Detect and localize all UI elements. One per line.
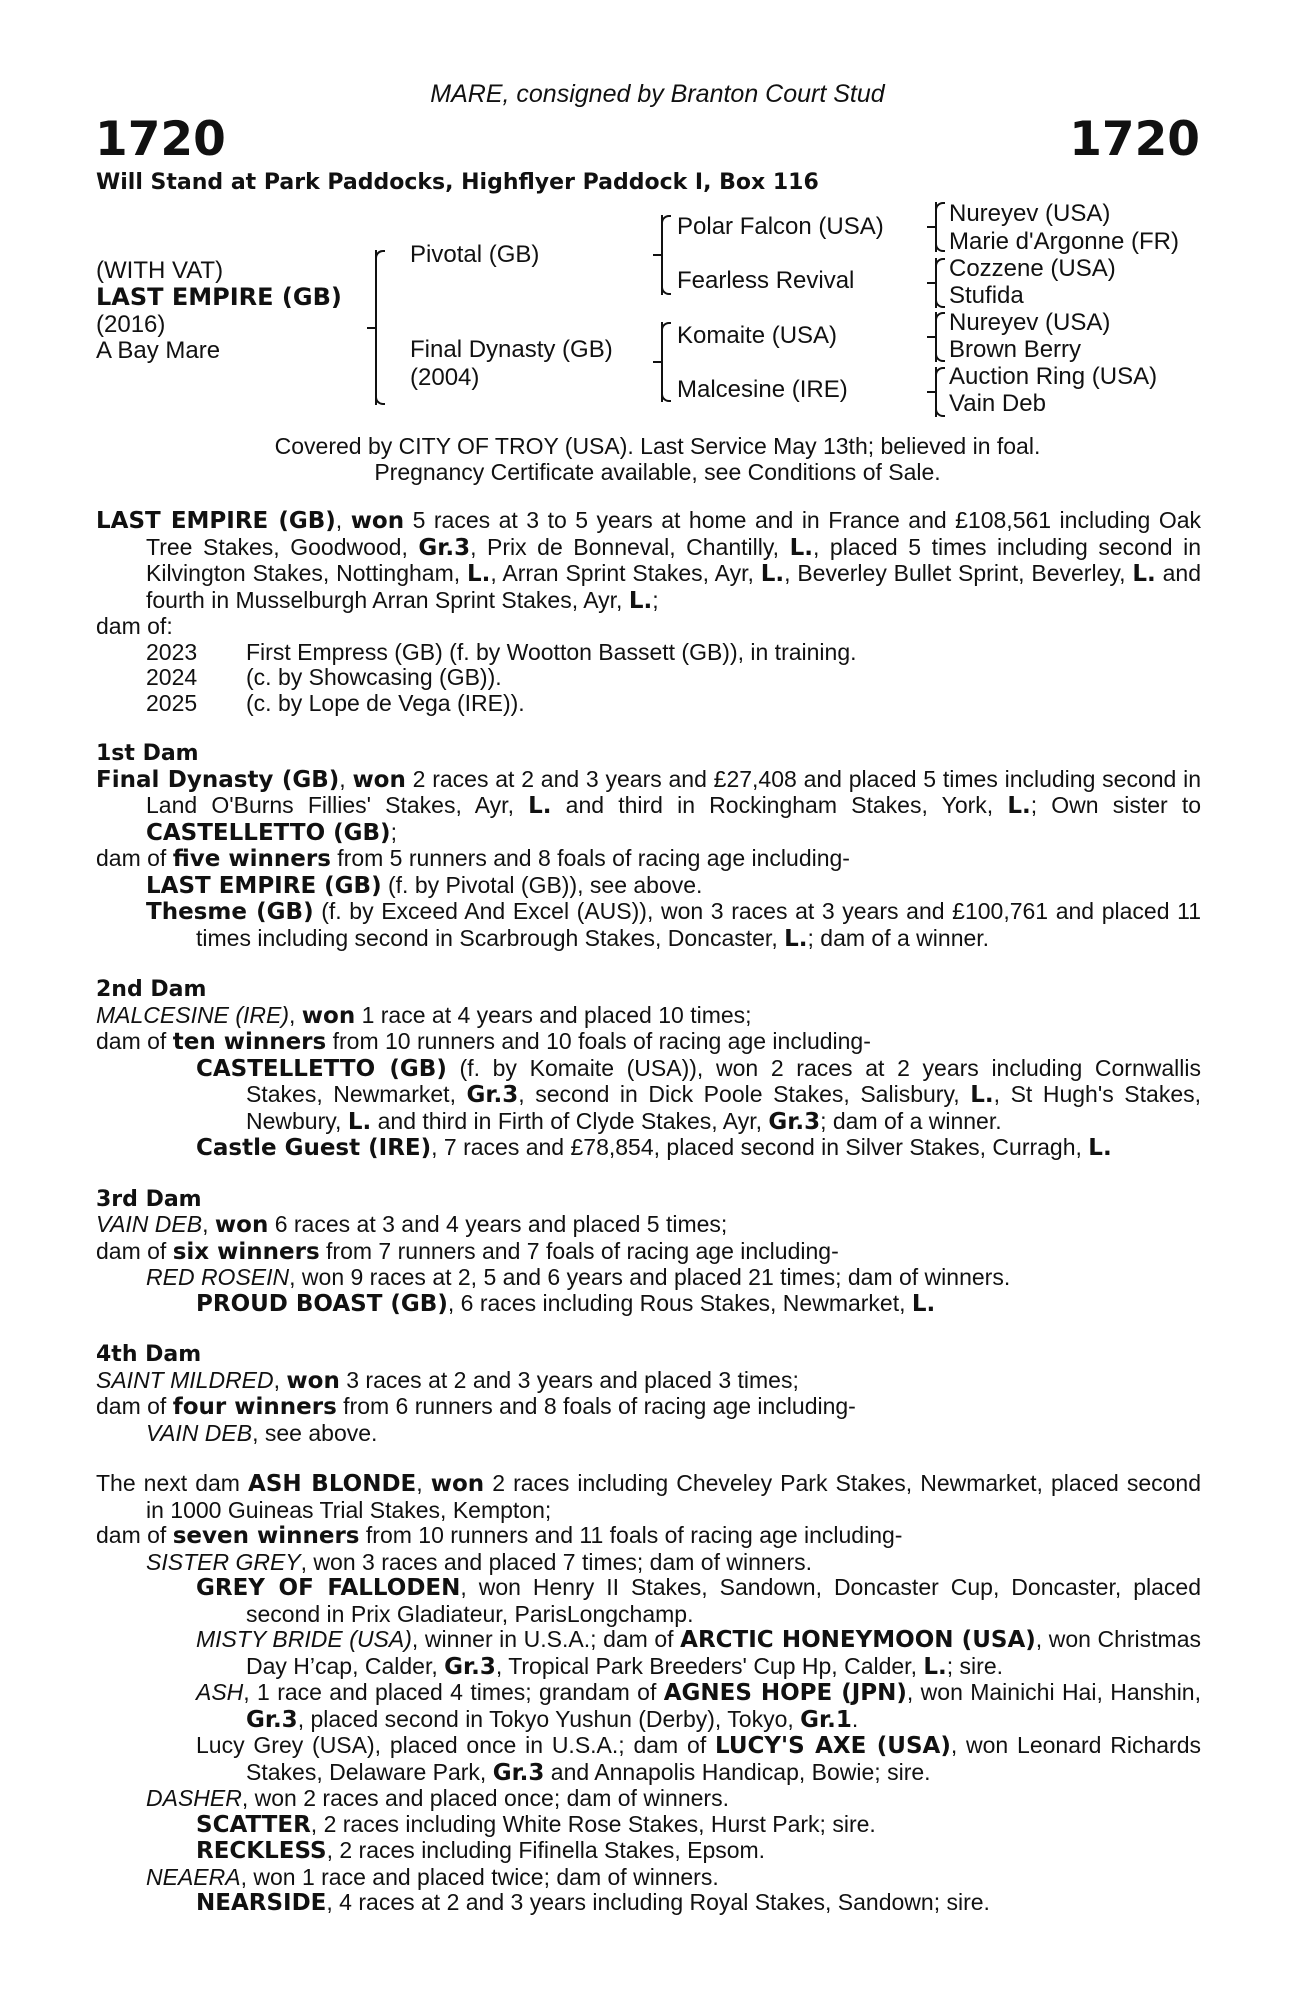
first-dam-heading: 1st Dam xyxy=(96,741,199,766)
text: (f. by Exceed And Excel (AUS)), won 3 races at 3 years and £100,761 and placed 11 times including second in Scarbrough Stakes, Doncaster, xyxy=(196,898,1201,951)
text: 2 races at 2 and 3 years and £27,408 and placed 5 times including second in Land O'Burns Fillies' Stakes, Ayr, xyxy=(146,765,1202,818)
produce-name: Thesme (GB) xyxy=(146,899,314,925)
dam: Final Dynasty (GB) xyxy=(410,336,613,363)
text: ; Own sister to xyxy=(1030,792,1202,818)
text: 6 races at 3 and 4 years and placed 5 times; xyxy=(268,1211,728,1237)
text: , won 9 races at 2, 5 and 6 years and placed 21 times; dam of winners. xyxy=(289,1264,1011,1290)
brace-g1-tip xyxy=(927,226,935,228)
produce-name: CASTELLETTO (GB) xyxy=(196,1055,447,1082)
dam-name: VAIN DEB xyxy=(96,1211,203,1237)
listed: L. xyxy=(1007,793,1031,819)
listed: L. xyxy=(923,1653,947,1680)
grade: Gr.3 xyxy=(492,1759,545,1786)
text: , won Christmas Day H’cap, Calder, xyxy=(246,1626,1201,1679)
text: , St Hugh's Stakes, Newbury, xyxy=(246,1081,1202,1134)
text: from 10 runners and 11 foals of racing age including- xyxy=(359,1522,903,1548)
produce-item xyxy=(96,1265,1201,1291)
dam-of-label: dam of: xyxy=(96,613,173,639)
text: , won 2 races and placed once; dam of winners. xyxy=(241,1785,729,1811)
produce-name: ARCTIC HONEYMOON (USA) xyxy=(680,1627,1036,1653)
grade: Gr.1 xyxy=(800,1706,852,1733)
subject-name: LAST EMPIRE (GB) xyxy=(96,283,342,311)
won-label: won xyxy=(214,1212,269,1238)
covered-line-2: Pregnancy Certificate available, see Conditions of Sale. xyxy=(374,459,941,485)
grade: Gr.3 xyxy=(246,1706,298,1733)
brace-gen1-tip xyxy=(367,327,375,329)
brace-g4 xyxy=(935,367,937,417)
produce-name: Castle Guest (IRE) xyxy=(196,1135,432,1161)
produce-name: LUCY'S AXE (USA) xyxy=(715,1733,951,1759)
dam-sire: Komaite (USA) xyxy=(677,322,838,349)
text: ; dam of a winner. xyxy=(820,1107,1002,1134)
ancestor-3: Cozzene (USA) xyxy=(949,255,1116,282)
brace-g2 xyxy=(935,258,937,308)
listed: L. xyxy=(760,561,785,587)
progeny-row xyxy=(96,640,1201,666)
sister-name: CASTELLETTO (GB) xyxy=(146,819,391,846)
dam-name: MALCESINE (IRE) xyxy=(96,1001,289,1028)
produce-item xyxy=(96,1680,1201,1733)
catalogue-body xyxy=(96,508,1201,1917)
brace-dam-tip xyxy=(653,361,661,363)
produce-item xyxy=(96,1812,1201,1839)
brace-sire-tip xyxy=(653,254,661,256)
produce-name: NEARSIDE xyxy=(196,1890,327,1916)
vat-label: (WITH VAT) xyxy=(96,257,224,284)
listed: L. xyxy=(466,561,491,587)
progeny-year: 2025 xyxy=(146,689,198,716)
produce-name: MISTY BRIDE (USA) xyxy=(196,1626,412,1652)
location-line: Will Stand at Park Paddocks, Highflyer Paddock I, Box 116 xyxy=(96,170,819,195)
listed: L. xyxy=(628,587,653,614)
produce-item xyxy=(96,1890,1201,1917)
text: 5 races at 3 to 5 years at home and in France and £108,561 including Oak Tree Stakes, Goodwood, xyxy=(146,507,1202,560)
text: , placed second in Tokyo Yushun (Derby), Tokyo, xyxy=(297,1705,801,1732)
produce-item xyxy=(96,1733,1201,1786)
dam-name: Final Dynasty (GB) xyxy=(96,766,340,793)
brace-g4-tip xyxy=(927,391,935,393)
text: (f. by Pivotal (GB)), see above. xyxy=(381,871,703,898)
progeny-year: 2024 xyxy=(146,664,198,690)
second-dam-heading: 2nd Dam xyxy=(96,977,207,1002)
listed: L. xyxy=(970,1082,994,1108)
text: 1 race at 4 years and placed 10 times; xyxy=(355,1001,752,1028)
brace-gen1 xyxy=(375,250,377,405)
listed: L. xyxy=(347,1108,372,1135)
second-dam-produce xyxy=(96,1029,1201,1056)
progeny-year: 2023 xyxy=(146,638,198,665)
brace-g3 xyxy=(935,312,937,362)
produce-name: GREY OF FALLODEN xyxy=(196,1575,461,1601)
third-dam-produce xyxy=(96,1239,1201,1266)
grade: Gr.3 xyxy=(418,534,471,561)
winners-count: six winners xyxy=(172,1238,320,1265)
won-label: won xyxy=(352,766,406,793)
text: ; xyxy=(390,818,397,845)
text: , won 1 race and placed twice; dam of winners. xyxy=(240,1863,719,1890)
sire-sire: Polar Falcon (USA) xyxy=(677,213,884,240)
produce-name: RED ROSEIN xyxy=(146,1264,290,1290)
listed: L. xyxy=(784,925,808,952)
text: , 4 races at 2 and 3 years including Royal Stakes, Sandown; sire. xyxy=(326,1889,990,1915)
text: ; dam of a winner. xyxy=(807,924,990,951)
subject-year: (2016) xyxy=(96,311,166,338)
text: , won Leonard Richards Stakes, Delaware Park, xyxy=(246,1732,1201,1785)
produce-name: NEAERA xyxy=(146,1863,241,1890)
produce-item xyxy=(96,1575,1201,1627)
produce-name: DASHER xyxy=(146,1785,242,1811)
produce-item xyxy=(96,873,1201,900)
listed: L. xyxy=(1132,561,1156,587)
text: Lucy Grey (USA), placed once in U.S.A.; dam of xyxy=(196,1732,716,1758)
text: from 10 runners and 10 foals of racing age including- xyxy=(326,1028,871,1054)
subject-record: LAST EMPIRE (GB), won 5 races at 3 to 5 years at home and in France and £108,561 including Oak Tree Stakes, Goodwood, Gr.3, Prix de Bonneval, Chantilly, L., placed 5 times including second in Kilvington Stakes, Nottingham, L., Arran Sprint Stakes, Ayr, L., Beverley Bullet Sprint, Beverley, L. and fourth in Musselburgh Arran Sprint Stakes, Ayr, L.; xyxy=(96,507,1202,614)
won-label: won xyxy=(350,508,405,534)
produce-item xyxy=(96,1421,1201,1447)
produce-name: SISTER GREY xyxy=(146,1548,301,1575)
text: , won 3 races and placed 7 times; dam of winners. xyxy=(300,1548,813,1575)
second-dam-record: MALCESINE (IRE), won 1 race at 4 years and placed 10 times; xyxy=(96,1001,752,1029)
text: , Prix de Bonneval, Chantilly, xyxy=(470,533,790,560)
text: ; xyxy=(652,586,659,613)
progeny-row xyxy=(96,691,1201,717)
progeny-row xyxy=(96,665,1201,691)
ancestor-4: Stufida xyxy=(949,282,1024,309)
ancestor-7: Auction Ring (USA) xyxy=(949,363,1158,390)
dam-name: SAINT MILDRED xyxy=(96,1366,274,1393)
ancestor-1: Nureyev (USA) xyxy=(949,200,1111,227)
text: dam of xyxy=(96,845,173,871)
subject-record-name: LAST EMPIRE (GB) xyxy=(96,508,336,534)
third-dam-heading: 3rd Dam xyxy=(96,1186,202,1212)
consignor-line: MARE, consigned by Branton Court Stud xyxy=(430,80,885,108)
text: dam of xyxy=(96,1522,173,1548)
fourth-dam-produce xyxy=(96,1394,1201,1421)
listed: L. xyxy=(528,793,552,819)
produce-item xyxy=(96,1627,1201,1680)
progeny-text: (c. by Lope de Vega (IRE)). xyxy=(246,689,525,716)
text: , won Henry II Stakes, Sandown, Doncaster Cup, Doncaster, placed second in Prix Gladiateur, ParisLongchamp. xyxy=(246,1574,1202,1627)
won-label: won xyxy=(301,1002,356,1029)
text: dam of xyxy=(96,1028,173,1054)
dam-dam: Malcesine (IRE) xyxy=(677,376,848,403)
subject-description: A Bay Mare xyxy=(96,337,221,364)
brace-g2-tip xyxy=(927,282,935,284)
text: , 2 races including Fifinella Stakes, Epsom. xyxy=(326,1837,766,1863)
first-dam-record: Final Dynasty (GB), won 2 races at 2 and 3 years and £27,408 and placed 5 times including second in Land O'Burns Fillies' Stakes, Ayr, L. and third in Rockingham Stakes, York, L.; Own sister to CASTELLETTO (GB); xyxy=(96,765,1202,846)
fourth-dam-record: SAINT MILDRED, won 3 races at 2 and 3 years and placed 3 times; xyxy=(96,1366,799,1394)
dam-year: (2004) xyxy=(410,364,480,391)
produce-item xyxy=(96,1291,1201,1318)
progeny-text: (c. by Showcasing (GB)). xyxy=(246,664,502,690)
lot-number-left: 1720 xyxy=(95,112,226,167)
first-dam-produce xyxy=(96,846,1201,873)
brace-sire xyxy=(661,215,663,295)
produce-name: ASH xyxy=(196,1679,244,1705)
produce-item xyxy=(96,1786,1201,1812)
produce-item xyxy=(96,1056,1201,1136)
produce-name: AGNES HOPE (JPN) xyxy=(663,1680,907,1706)
won-label: won xyxy=(286,1367,340,1394)
brace-dam xyxy=(661,322,663,402)
text: and fourth in Musselburgh Arran Sprint Stakes, Ayr, xyxy=(146,560,1202,613)
ancestor-6: Brown Berry xyxy=(949,336,1082,363)
sire-dam: Fearless Revival xyxy=(677,267,855,294)
text: , placed 5 times including second in Kilvington Stakes, Nottingham, xyxy=(146,533,1201,586)
grade: Gr.3 xyxy=(444,1653,496,1680)
covered-line-1: Covered by CITY OF TROY (USA). Last Service May 13th; believed in foal. xyxy=(274,433,1041,459)
text: 2 races including Cheveley Park Stakes, Newmarket, placed second in 1000 Guineas Trial Stakes, Kempton; xyxy=(146,1470,1201,1523)
listed: L. xyxy=(789,534,813,561)
text: , second in Dick Poole Stakes, Salisbury, xyxy=(518,1081,971,1107)
produce-name: RECKLESS xyxy=(196,1838,327,1864)
text: , 1 race and placed 4 times; grandam of xyxy=(243,1679,664,1705)
text: , winner in U.S.A.; dam of xyxy=(411,1626,681,1652)
produce-item xyxy=(96,1550,1201,1576)
text: , Arran Sprint Stakes, Ayr, xyxy=(490,560,761,586)
text: 3 races at 2 and 3 years and placed 3 times; xyxy=(339,1366,799,1393)
third-dam-record: VAIN DEB, won 6 races at 3 and 4 years and placed 5 times; xyxy=(96,1211,728,1238)
text: dam of xyxy=(96,1393,173,1419)
text: ; sire. xyxy=(946,1652,1003,1679)
text: . xyxy=(851,1705,859,1732)
ancestor-8: Vain Deb xyxy=(949,390,1046,417)
text: , 2 races including White Rose Stakes, Hurst Park; sire. xyxy=(310,1810,876,1837)
next-dam-record: The next dam ASH BLONDE, won 2 races including Cheveley Park Stakes, Newmarket, placed second in 1000 Guineas Trial Stakes, Kempton; xyxy=(96,1470,1201,1523)
text: , 7 races and £78,854, placed second in Silver Stakes, Curragh, xyxy=(431,1134,1089,1160)
produce-item xyxy=(96,1865,1201,1891)
winners-count: four winners xyxy=(172,1394,337,1420)
sire: Pivotal (GB) xyxy=(410,241,540,268)
produce-name: PROUD BOAST (GB) xyxy=(196,1290,448,1317)
winners-count: five winners xyxy=(172,846,331,872)
produce-name: SCATTER xyxy=(196,1811,311,1838)
text: from 5 runners and 8 foals of racing age including- xyxy=(330,845,850,871)
text: , Beverley Bullet Sprint, Beverley, xyxy=(784,560,1133,586)
ancestor-2: Marie d'Argonne (FR) xyxy=(949,228,1179,255)
text: (f. by Komaite (USA)), won 2 races at 2 years including Cornwallis Stakes, Newmarket, xyxy=(246,1054,1201,1107)
text: from 6 runners and 8 foals of racing age including- xyxy=(336,1393,856,1419)
text: and Annapolis Handicap, Bowie; sire. xyxy=(544,1758,931,1785)
text: , see above. xyxy=(252,1419,378,1446)
grade: Gr.3 xyxy=(768,1108,821,1135)
text: The next dam xyxy=(96,1470,249,1496)
text: and third in Rockingham Stakes, York, xyxy=(551,792,1008,818)
produce-item xyxy=(96,1838,1201,1865)
listed: L. xyxy=(911,1290,936,1317)
text: and third in Firth of Clyde Stakes, Ayr, xyxy=(371,1107,769,1134)
text: dam of xyxy=(96,1237,173,1264)
ancestor-5: Nureyev (USA) xyxy=(949,309,1111,336)
produce-name: VAIN DEB xyxy=(146,1419,253,1446)
progeny-text: First Empress (GB) (f. by Wootton Bassett (GB)), in training. xyxy=(246,638,857,665)
grade: Gr.3 xyxy=(466,1082,519,1108)
winners-count: ten winners xyxy=(172,1029,327,1055)
listed: L. xyxy=(1088,1135,1112,1161)
won-label: won xyxy=(430,1471,485,1497)
lot-number-right: 1720 xyxy=(1069,112,1200,167)
next-dam-produce xyxy=(96,1523,1201,1550)
brace-g3-tip xyxy=(927,336,935,338)
produce-name: LAST EMPIRE (GB) xyxy=(146,872,382,899)
text: , Tropical Park Breeders' Cup Hp, Calder, xyxy=(495,1652,924,1679)
text: , 6 races including Rous Stakes, Newmarket, xyxy=(447,1289,912,1316)
text: , won Mainichi Hai, Hanshin, xyxy=(906,1679,1201,1705)
brace-g1 xyxy=(935,202,937,252)
produce-item xyxy=(96,899,1201,952)
fourth-dam-heading: 4th Dam xyxy=(96,1342,202,1367)
produce-item xyxy=(96,1135,1201,1162)
text: from 7 runners and 7 foals of racing age including- xyxy=(319,1237,839,1264)
winners-count: seven winners xyxy=(172,1523,360,1549)
dam-name: ASH BLONDE xyxy=(248,1471,417,1497)
